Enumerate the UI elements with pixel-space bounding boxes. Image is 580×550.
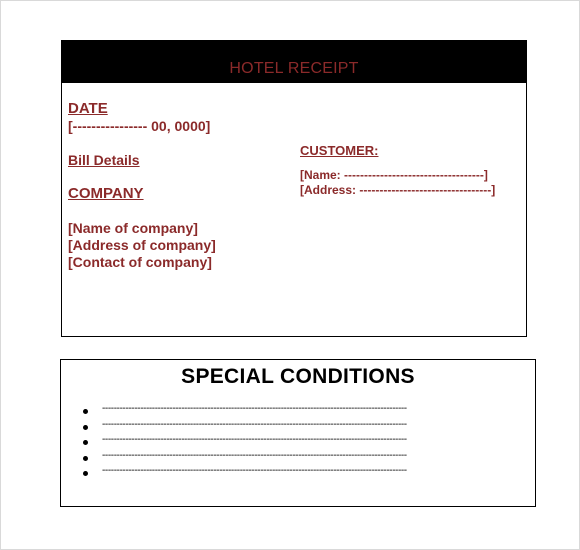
condition-line: -------------------------------------------------------------------------------------------------------- bbox=[102, 449, 407, 461]
special-conditions-box bbox=[60, 359, 536, 507]
company-address: [Address of company] bbox=[68, 237, 216, 253]
bullet-icon bbox=[83, 471, 88, 476]
condition-line: -------------------------------------------------------------------------------------------------------- bbox=[102, 403, 407, 414]
special-conditions-title: SPECIAL CONDITIONS bbox=[181, 365, 415, 388]
company-contact: [Contact of company] bbox=[68, 254, 212, 270]
date-label: DATE bbox=[68, 100, 108, 117]
bullet-icon bbox=[83, 409, 88, 414]
receipt-title: HOTEL RECEIPT bbox=[229, 60, 359, 77]
hotel-receipt-box bbox=[61, 40, 527, 337]
condition-line: -------------------------------------------------------------------------------------------------------- bbox=[102, 465, 407, 476]
bullet-icon bbox=[83, 456, 88, 461]
condition-line: -------------------------------------------------------------------------------------------------------- bbox=[102, 418, 407, 430]
company-label: COMPANY bbox=[68, 185, 144, 202]
bullet-icon bbox=[83, 425, 88, 430]
date-value: [---------------- 00, 0000] bbox=[68, 118, 211, 134]
customer-address: [Address: ---------------------------------] bbox=[300, 183, 496, 197]
bill-details-label: Bill Details bbox=[68, 152, 140, 168]
customer-label: CUSTOMER: bbox=[300, 143, 379, 158]
condition-line: -------------------------------------------------------------------------------------------------------- bbox=[102, 434, 407, 445]
customer-name: [Name: -----------------------------------] bbox=[300, 168, 488, 182]
company-name: [Name of company] bbox=[68, 220, 198, 236]
bullet-icon bbox=[83, 440, 88, 445]
